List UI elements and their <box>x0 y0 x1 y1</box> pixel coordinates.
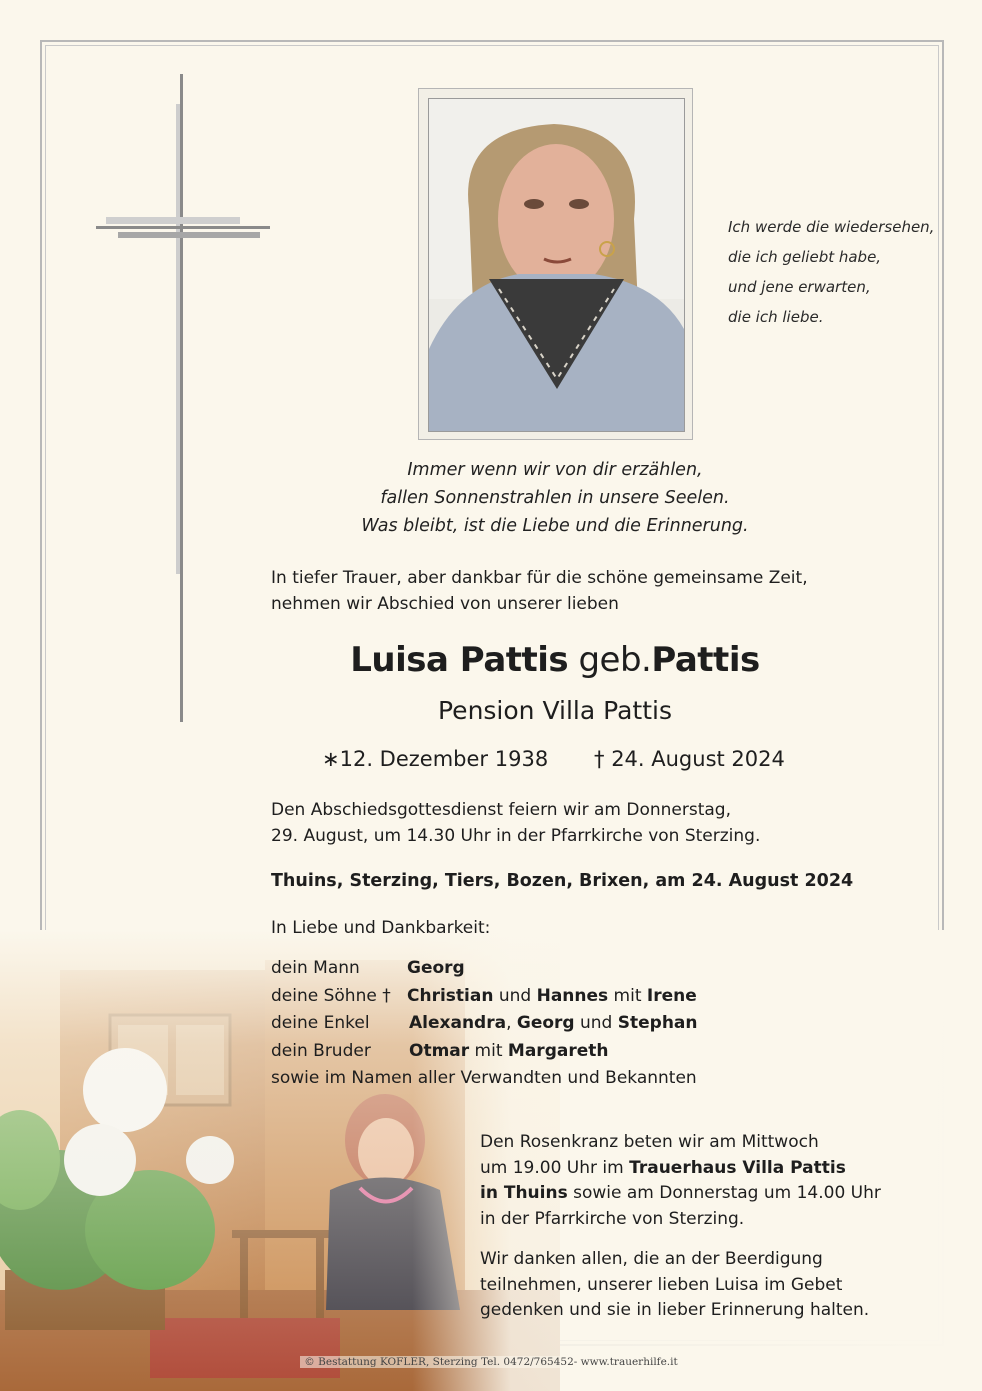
family-row <box>271 986 891 1014</box>
deceased-first-name: Luisa Pattis <box>350 640 569 680</box>
family-connector: mit <box>608 985 647 1006</box>
family-row <box>271 1068 891 1096</box>
footer-credit <box>0 1356 982 1368</box>
death-date <box>594 745 785 773</box>
family-name: Stephan <box>617 1013 698 1033</box>
rosary-location: in Thuins <box>480 1183 568 1203</box>
service-line: Den Abschiedsgottesdienst feiern wir am Donnerstag, <box>271 800 731 820</box>
quote-center-line: Was bleibt, ist die Liebe und die Erinnerung. <box>361 516 749 536</box>
portrait-frame <box>418 88 693 440</box>
family-names <box>407 986 697 1006</box>
family-relation: dein Bruder <box>271 1040 371 1061</box>
family-names <box>409 1041 608 1061</box>
portrait-photo <box>428 98 685 432</box>
family-name: Alexandra <box>409 1013 507 1033</box>
intro-text <box>271 565 871 617</box>
rosary-line <box>480 1181 940 1207</box>
family-connector: , <box>506 1013 517 1033</box>
quote-center-line: fallen Sonnenstrahlen in unsere Seelen. <box>380 488 730 508</box>
rosary-text-part: um 19.00 Uhr im <box>480 1157 630 1178</box>
family-name: Christian <box>407 985 494 1006</box>
rosary-text <box>480 1130 940 1232</box>
service-line: 29. August, um 14.30 Uhr in der Pfarrkirche von Sterzing. <box>271 826 761 846</box>
intro-line: In tiefer Trauer, aber dankbar für die schöne gemeinsame Zeit, <box>271 568 808 588</box>
rosary-line: in der Pfarrkirche von Sterzing. <box>480 1208 745 1229</box>
family-connector: mit <box>469 1040 508 1061</box>
rosary-line <box>480 1156 940 1182</box>
deceased-subtitle: Pension Villa Pattis <box>438 696 672 725</box>
rosary-text-part: sowie am Donnerstag um 14.00 Uhr <box>567 1183 881 1203</box>
family-relation: deine Enkel <box>271 1013 370 1033</box>
quote-right-line: Ich werde die wiedersehen, <box>728 218 935 236</box>
footer-text: © Bestattung KOFLER, Sterzing Tel. 0472/765452- www.trauerhilfe.it <box>300 1356 681 1368</box>
deceased-birth-name: Pattis <box>651 640 760 680</box>
family-connector: und <box>574 1013 618 1033</box>
quote-center-line: Immer wenn wir von dir erzählen, <box>407 460 703 480</box>
rosary-location: Trauerhaus Villa Pattis <box>629 1157 846 1178</box>
family-names <box>409 1013 698 1033</box>
family-name: Hannes <box>536 985 609 1006</box>
place-date-line: Thuins, Sterzing, Tiers, Bozen, Brixen, am 24. August 2024 <box>271 871 854 891</box>
family-relation: deine Söhne † <box>271 985 391 1006</box>
funeral-service-text <box>271 797 871 849</box>
death-cross-icon: † <box>594 747 605 771</box>
family-row <box>271 1041 891 1069</box>
family-name: Otmar <box>409 1040 470 1061</box>
family-name: Margareth <box>507 1040 609 1061</box>
rosary-line: Den Rosenkranz beten wir am Mittwoch <box>480 1132 819 1152</box>
family-list <box>271 958 891 1096</box>
geb-label: geb. <box>578 640 652 680</box>
cross-icon <box>96 74 272 724</box>
closing-line: teilnehmen, unserer lieben Luisa im Gebet <box>480 1274 843 1295</box>
death-date-text: 24. August 2024 <box>611 747 785 771</box>
birth-date-text: 12. Dezember 1938 <box>339 747 549 771</box>
intro-line: nehmen wir Abschied von unserer lieben <box>271 594 619 614</box>
quote-right <box>728 212 938 332</box>
quote-right-line: die ich geliebt habe, <box>728 248 882 266</box>
closing-text <box>480 1247 940 1324</box>
birth-star-icon: ∗ <box>322 747 340 771</box>
family-name: Georg <box>407 958 465 978</box>
birth-date <box>322 745 548 773</box>
family-row <box>271 1013 891 1041</box>
family-closing: sowie im Namen aller Verwandten und Bekannten <box>271 1068 697 1088</box>
quote-right-line: die ich liebe. <box>728 308 824 326</box>
family-names <box>407 958 465 978</box>
family-name: Irene <box>646 985 697 1006</box>
family-row <box>271 958 891 986</box>
thanks-heading: In Liebe und Dankbarkeit: <box>271 918 491 938</box>
closing-line: Wir danken allen, die an der Beerdigung <box>480 1249 823 1269</box>
family-connector: und <box>493 985 537 1006</box>
closing-line: gedenken und sie in lieber Erinnerung halten. <box>480 1300 870 1320</box>
family-name: Georg <box>516 1013 575 1033</box>
quote-center <box>300 456 810 540</box>
family-relation: dein Mann <box>271 958 360 978</box>
quote-right-line: und jene erwarten, <box>728 278 871 296</box>
deceased-name <box>250 638 860 682</box>
